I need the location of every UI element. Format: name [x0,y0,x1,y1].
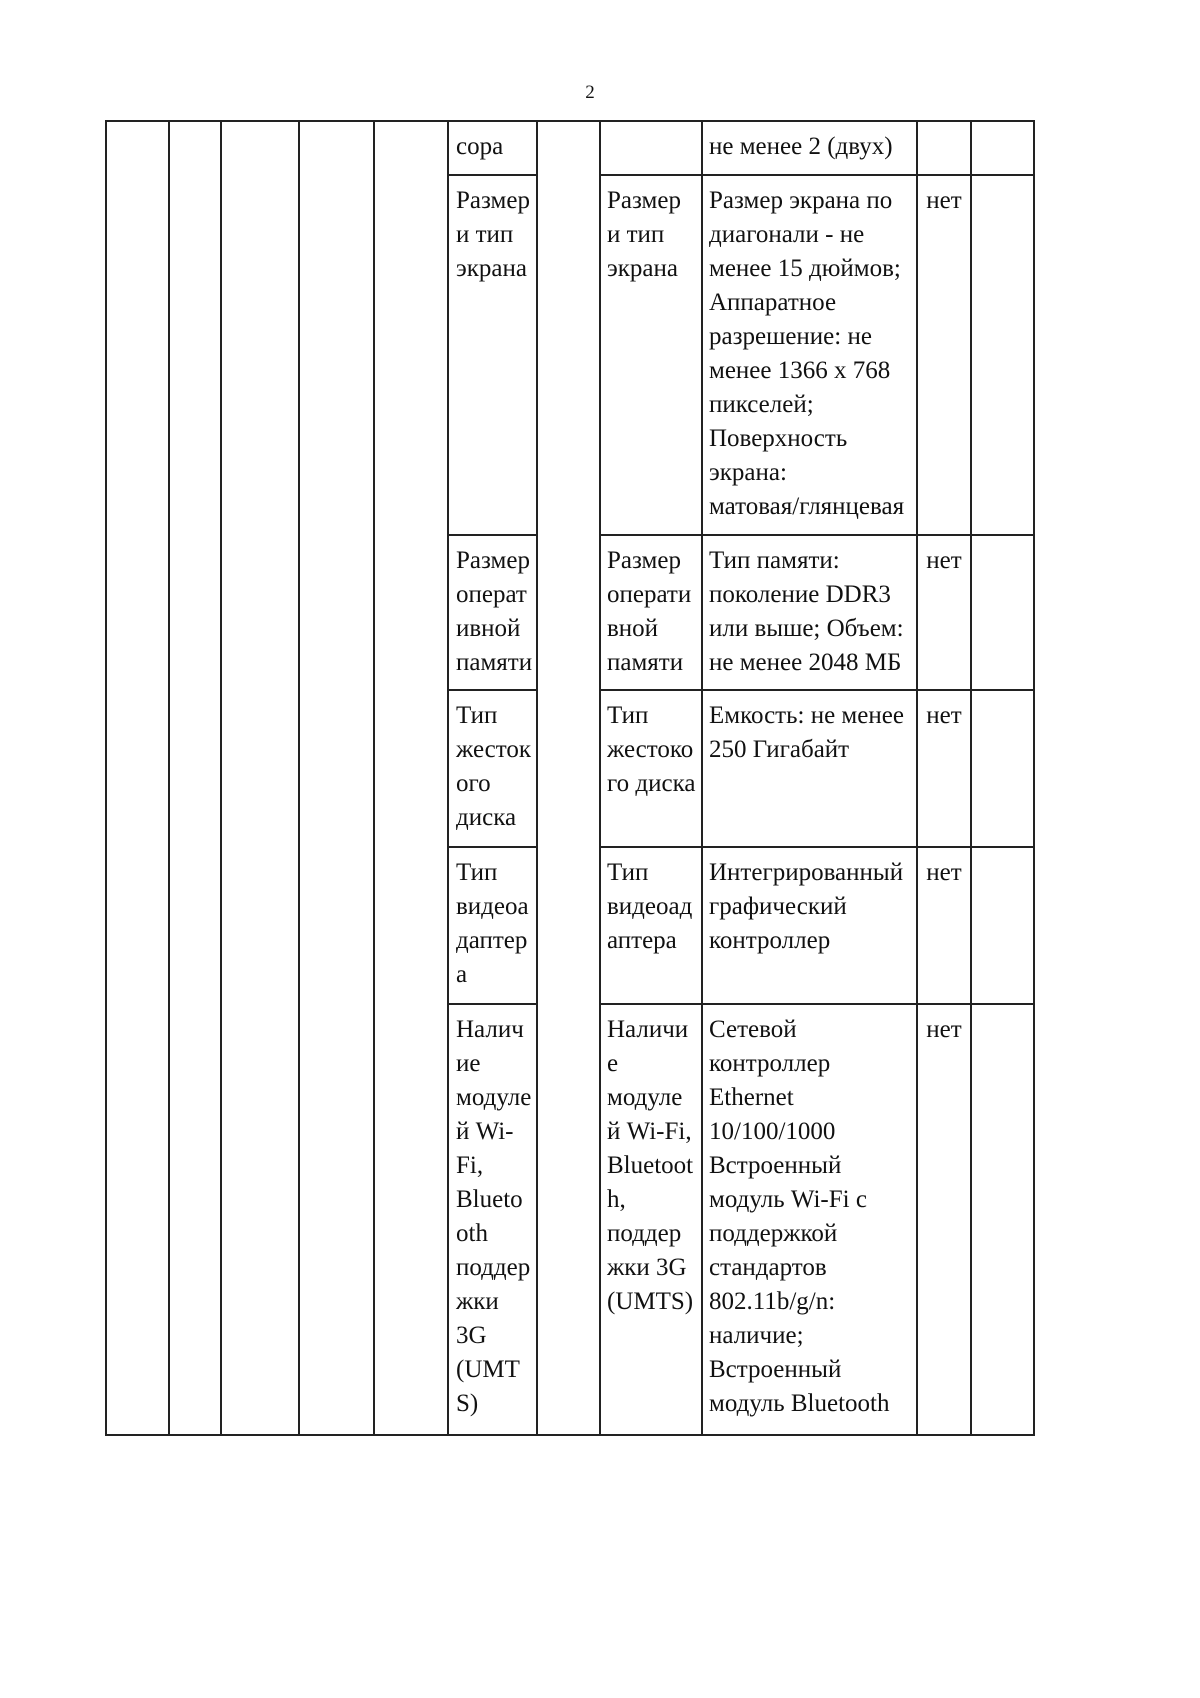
empty-column-cell [375,122,449,1436]
value-cell: Размер экрана по диагонали - не менее 15 дюймов; Аппаратное разрешение: не менее 1366 x 768 пикселей; Поверхность экрана: матовая/глянцевая [703,176,918,536]
page-number: 2 [585,82,595,103]
empty-cell [972,691,1035,848]
mark-cell: нет [918,848,972,1005]
empty-column-cell [170,122,222,1436]
value-cell: Емкость: не менее 250 Гигабайт [703,691,918,848]
empty-cell [972,1005,1035,1436]
mark-cell: нет [918,176,972,536]
empty-cell [972,536,1035,691]
parameter-copy-cell: Наличи е модуле й Wi-Fi, Bluetoot h, поддер жки 3G (UMTS) [601,1005,703,1436]
parameter-cell: Размер операт ивной памяти [449,536,538,691]
empty-cell [972,848,1035,1005]
empty-column-cell [222,122,300,1436]
empty-cell [972,122,1035,176]
empty-column-cell [538,122,601,1436]
parameter-cell: Тип видеоа даптер а [449,848,538,1005]
parameter-copy-cell: Размер и тип экрана [601,176,703,536]
parameter-cell: Тип жесток ого диска [449,691,538,848]
parameter-cell: Налич ие модуле й Wi- Fi, Blueto oth поддер жки 3G (UMT S) [449,1005,538,1436]
mark-cell: нет [918,536,972,691]
empty-column-cell [107,122,170,1436]
parameter-copy-cell: Размер операти вной памяти [601,536,703,691]
value-cell: Сетевой контроллер Ethernet 10/100/1000 Встроенный модуль Wi-Fi с поддержкой стандартов 802.11b/g/n: наличие; Встроенный модуль Bluetooth [703,1005,918,1436]
mark-cell: нет [918,1005,972,1436]
value-cell: Тип памяти: поколение DDR3 или выше; Объем: не менее 2048 МБ [703,536,918,691]
parameter-copy-cell: Тип жестоко го диска [601,691,703,848]
parameter-cell: Размер и тип экрана [449,176,538,536]
mark-cell [918,122,972,176]
empty-cell [972,176,1035,536]
empty-column-cell [300,122,375,1436]
parameter-copy-cell [601,122,703,176]
value-cell: не менее 2 (двух) [703,122,918,176]
mark-cell: нет [918,691,972,848]
value-cell: Интегрированный графический контроллер [703,848,918,1005]
parameter-copy-cell: Тип видеоад аптера [601,848,703,1005]
parameter-cell: сора [449,122,538,176]
spec-table [105,120,1035,1436]
